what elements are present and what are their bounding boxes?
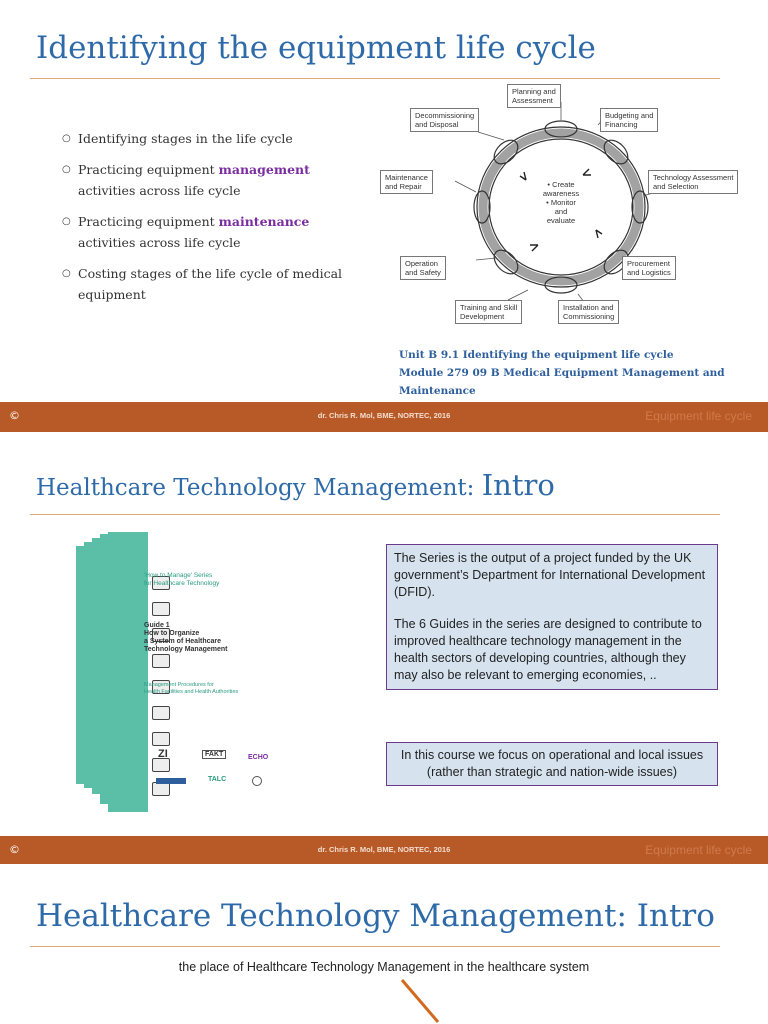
slide-title: Identifying the equipment life cycle	[36, 30, 596, 66]
module-line: Module 279 09 B Medical Equipment Management and Maintenance	[399, 367, 725, 397]
workshop-icon	[152, 654, 170, 668]
bullet-text: Identifying stages in the life cycle	[78, 131, 293, 146]
stage-planning: Planning and Assessment	[507, 84, 561, 108]
bullet-text: Practicing equipment	[78, 214, 219, 229]
tools-icon	[152, 732, 170, 746]
footer-topic: Equipment life cycle	[645, 843, 752, 857]
bullet-text: activities across life cycle	[78, 235, 241, 250]
title-divider	[30, 946, 720, 947]
echo-logo: ECHO	[248, 754, 269, 761]
guide-subtitle: Management Procedures for Health Facilities and Health Authorities	[144, 682, 239, 695]
stage-installation: Installation and Commissioning	[558, 300, 619, 324]
copyright-mark: ©	[9, 843, 20, 856]
highlight-word: management	[218, 162, 310, 177]
ministry-logo	[156, 778, 186, 784]
stage-training: Training and Skill Development	[455, 300, 522, 324]
list-item	[62, 211, 362, 253]
unit-line: Unit B 9.1 Identifying the equipment life cycle	[399, 349, 674, 361]
list-item	[62, 263, 362, 305]
series-info-p2: The 6 Guides in the series are designed to contribute to improved healthcare technology management in the health sectors of developing countries, although they may also be relevant to emerging economies, ..	[394, 617, 702, 682]
bullet-circle-icon: ○	[62, 164, 71, 175]
course-focus-box: In this course we focus on operational and local issues (rather than strategic and nation-wide issues)	[386, 742, 718, 786]
stage-decommissioning: Decommissioning and Disposal	[410, 108, 479, 132]
title-tail: Intro	[481, 468, 555, 502]
highlight-word: maintenance	[218, 214, 310, 229]
slide-htm-healthcare-system	[0, 864, 768, 1024]
list-item	[62, 159, 362, 201]
fakt-logo: FAKT	[202, 750, 226, 759]
people-icon	[152, 602, 170, 616]
stage-technology-assessment: Technology Assessment and Selection	[648, 170, 738, 194]
zi-logo: ZI	[158, 748, 168, 760]
slide-life-cycle	[0, 0, 768, 432]
slide-title: Healthcare Technology Management: Intro	[36, 898, 715, 934]
arrow-icon	[396, 976, 446, 1024]
bullet-text: Costing stages of the life cycle of medical equipment	[78, 266, 343, 302]
series-info-p1: The Series is the output of a project funded by the UK government’s Department for International Development (DFID).	[394, 551, 706, 599]
talc-logo: TALC	[208, 776, 227, 783]
title-divider	[30, 514, 720, 515]
slide-footer	[0, 836, 768, 864]
slide-title	[36, 468, 555, 502]
slide-subtitle: the place of Healthcare Technology Management in the healthcare system	[178, 960, 590, 974]
bullet-text: Practicing equipment	[78, 162, 219, 177]
bullet-circle-icon: ○	[62, 133, 71, 144]
stage-budgeting: Budgeting and Financing	[600, 108, 658, 132]
bullet-circle-icon: ○	[62, 268, 71, 279]
footer-author: dr. Chris R. Mol, BME, NORTEC, 2016	[317, 845, 451, 854]
footer-topic: Equipment life cycle	[645, 409, 752, 423]
person-icon	[152, 782, 170, 796]
device-icon	[152, 706, 170, 720]
cycle-center-text: • Create awareness • Monitor and evaluate	[542, 180, 580, 225]
objectives-list	[62, 128, 362, 315]
footer-author: dr. Chris R. Mol, BME, NORTEC, 2016	[317, 411, 451, 420]
series-name: 'How to Manage' Series for Healthcare Technology	[144, 572, 220, 587]
monitor-icon	[152, 758, 170, 772]
bullet-circle-icon: ○	[62, 216, 71, 227]
list-item	[62, 128, 362, 149]
unit-reference	[399, 346, 739, 400]
title-main: Healthcare Technology Management:	[36, 475, 482, 501]
guide-title: Guide 1 How to Organize a System of Healthcare Technology Management	[144, 622, 228, 653]
stage-maintenance: Maintenance and Repair	[380, 170, 433, 194]
slide-htm-intro	[0, 432, 768, 864]
bullet-text: activities across life cycle	[78, 183, 241, 198]
series-info-box	[386, 544, 718, 690]
cover-front	[108, 532, 268, 812]
title-divider	[30, 78, 720, 79]
stage-operation: Operation and Safety	[400, 256, 446, 280]
life-cycle-diagram	[378, 80, 748, 330]
slide-footer	[0, 402, 768, 432]
who-logo	[252, 776, 262, 786]
guide-cover-image	[72, 532, 282, 812]
stage-procurement: Procurement and Logistics	[622, 256, 676, 280]
copyright-mark: ©	[9, 409, 20, 422]
